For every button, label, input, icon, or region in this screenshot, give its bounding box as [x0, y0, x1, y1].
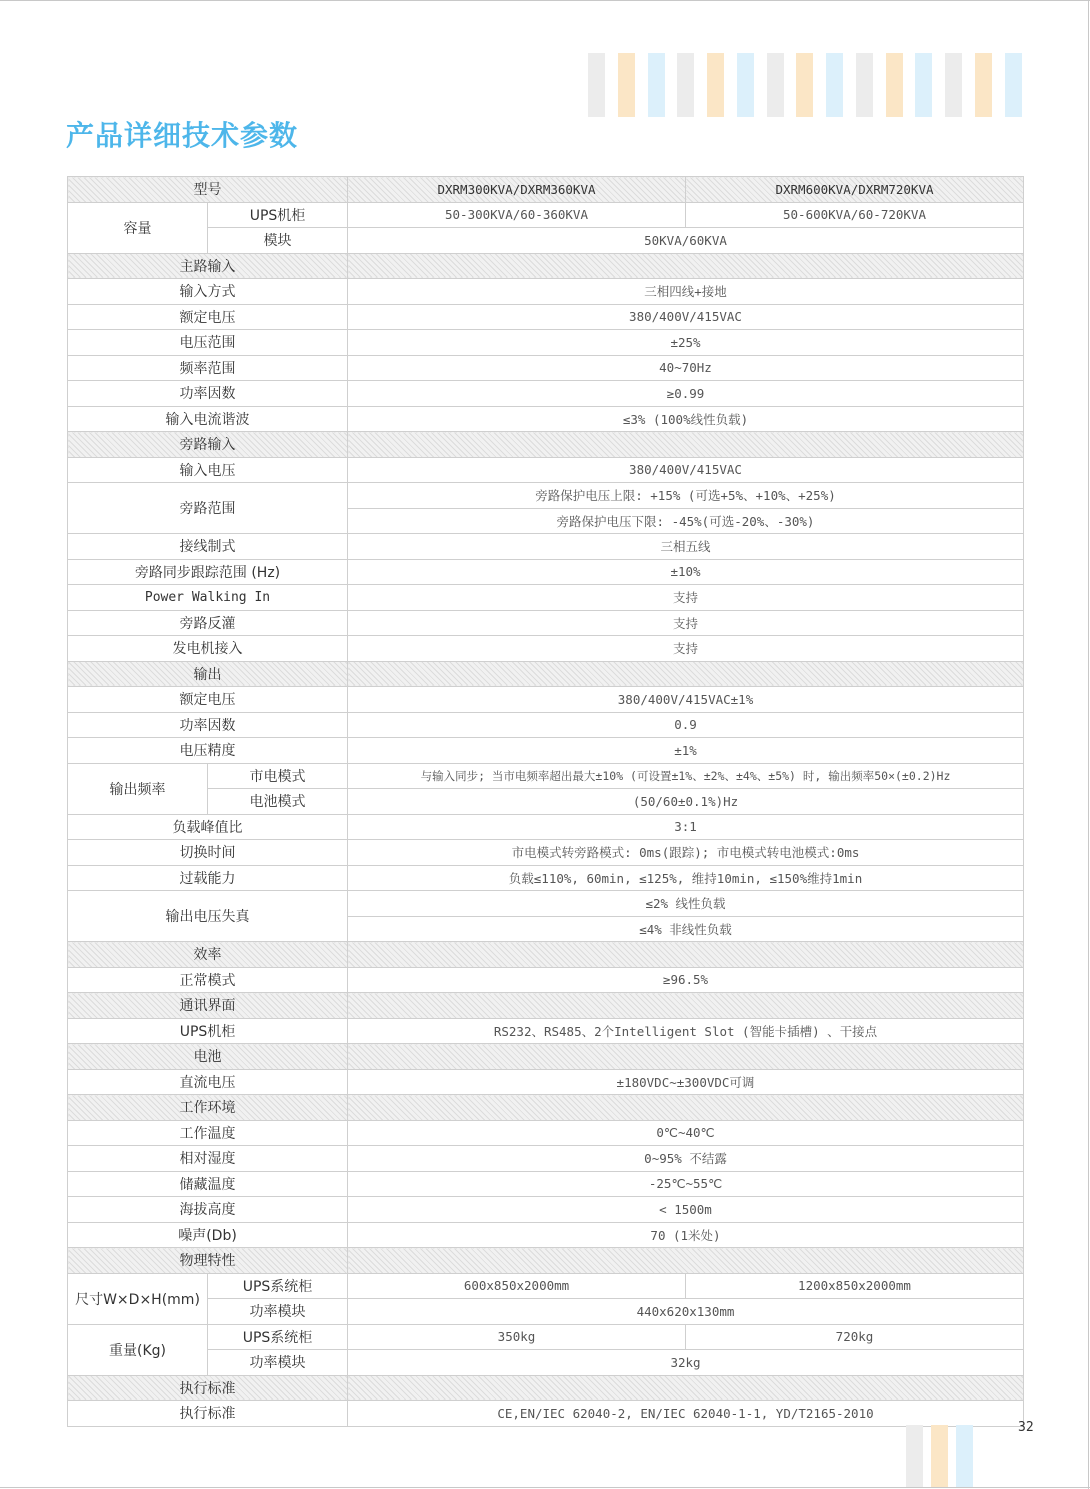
- row-value: < 1500m: [348, 1197, 1024, 1223]
- table-row: [68, 1146, 1024, 1172]
- row-label: 功率因数: [68, 712, 348, 738]
- table-row: [68, 1069, 1024, 1095]
- section-header-row: [68, 1044, 1024, 1070]
- row-label: 过载能力: [68, 865, 348, 891]
- size-cabinet-label: UPS系统柜: [208, 1273, 348, 1299]
- section-title: 通讯界面: [68, 993, 348, 1019]
- table-row: [68, 304, 1024, 330]
- row-label: 发电机接入: [68, 636, 348, 662]
- page-border-bottom: [0, 1487, 1090, 1488]
- table-row: [68, 1273, 1024, 1299]
- table-row: [68, 559, 1024, 585]
- table-row: [68, 738, 1024, 764]
- size-label: 尺寸W×D×H(mm): [68, 1273, 208, 1324]
- table-row: [68, 406, 1024, 432]
- table-row: [68, 610, 1024, 636]
- section-header-row: [68, 1248, 1024, 1274]
- weight-cabinet-label: UPS系统柜: [208, 1324, 348, 1350]
- row-value: 旁路保护电压下限: -45%(可选-20%、-30%): [348, 508, 1024, 534]
- row-label: 频率范围: [68, 355, 348, 381]
- row-label: 旁路范围: [68, 483, 348, 534]
- table-row: [68, 1222, 1024, 1248]
- weight-module-label: 功率模块: [208, 1350, 348, 1376]
- row-value: ≥0.99: [348, 381, 1024, 407]
- row-label: 输入电流谐波: [68, 406, 348, 432]
- row-label: 电压精度: [68, 738, 348, 764]
- capacity-label: 容量: [68, 202, 208, 253]
- table-row: [68, 355, 1024, 381]
- row-label: 直流电压: [68, 1069, 348, 1095]
- table-row: [68, 330, 1024, 356]
- row-label: 储藏温度: [68, 1171, 348, 1197]
- capacity-module-value: 50KVA/60KVA: [348, 228, 1024, 254]
- row-label: 执行标准: [68, 1401, 348, 1427]
- page-border-top: [0, 0, 1090, 1]
- table-row: [68, 1197, 1024, 1223]
- row-label: 功率因数: [68, 381, 348, 407]
- table-row: [68, 585, 1024, 611]
- table-row: [68, 279, 1024, 305]
- row-value: CE,EN/IEC 62040-2, EN/IEC 62040-1-1, YD/T2165-2010: [348, 1401, 1024, 1427]
- decorative-stripes-bottom: [906, 1425, 976, 1487]
- section-header-row: [68, 942, 1024, 968]
- row-label: 额定电压: [68, 304, 348, 330]
- row-value: 三相五线: [348, 534, 1024, 560]
- row-value: 支持: [348, 610, 1024, 636]
- section-header-row: [68, 253, 1024, 279]
- row-value: 负载≤110%, 60min, ≤125%, 维持10min, ≤150%维持1min: [348, 865, 1024, 891]
- row-label: 工作温度: [68, 1120, 348, 1146]
- table-row: [68, 636, 1024, 662]
- capacity-ups-a: 50-300KVA/60-360KVA: [348, 202, 686, 228]
- table-row: [68, 789, 1024, 815]
- section-title: 工作环境: [68, 1095, 348, 1121]
- row-value: ±10%: [348, 559, 1024, 585]
- table-row: [68, 891, 1024, 917]
- table-header-row: [68, 177, 1024, 203]
- row-value: ±25%: [348, 330, 1024, 356]
- row-value: 380/400V/415VAC: [348, 457, 1024, 483]
- row-label: 旁路反灌: [68, 610, 348, 636]
- row-label: Power Walking In: [68, 585, 348, 611]
- battery-mode-value: (50/60±0.1%)Hz: [348, 789, 1024, 815]
- table-row: [68, 1299, 1024, 1325]
- row-value: 0.9: [348, 712, 1024, 738]
- page-border-right: [1088, 0, 1089, 1489]
- capacity-ups-b: 50-600KVA/60-720KVA: [686, 202, 1024, 228]
- row-value: 70 (1米处): [348, 1222, 1024, 1248]
- row-label: 相对湿度: [68, 1146, 348, 1172]
- table-row: [68, 1171, 1024, 1197]
- table-row: [68, 1350, 1024, 1376]
- section-title: 主路输入: [68, 253, 348, 279]
- model-a-header: DXRM300KVA/DXRM360KVA: [348, 177, 686, 203]
- section-header-row: [68, 1095, 1024, 1121]
- table-row: [68, 228, 1024, 254]
- table-row: [68, 687, 1024, 713]
- table-row: [68, 483, 1024, 509]
- section-title: 物理特性: [68, 1248, 348, 1274]
- table-row: [68, 202, 1024, 228]
- row-value: 支持: [348, 585, 1024, 611]
- mains-mode-value: 与输入同步; 当市电频率超出最大±10% (可设置±1%、±2%、±4%、±5%) 时, 输出频率50×(±0.2)Hz: [348, 763, 1024, 789]
- row-value: 380/400V/415VAC±1%: [348, 687, 1024, 713]
- weight-cabinet-a: 350kg: [348, 1324, 686, 1350]
- capacity-module-label: 模块: [208, 228, 348, 254]
- size-module-label: 功率模块: [208, 1299, 348, 1325]
- table-row: [68, 763, 1024, 789]
- row-label: 切换时间: [68, 840, 348, 866]
- page-title: 产品详细技术参数: [66, 119, 299, 152]
- row-label: 海拔高度: [68, 1197, 348, 1223]
- size-cabinet-a: 600x850x2000mm: [348, 1273, 686, 1299]
- row-value: 40~70Hz: [348, 355, 1024, 381]
- row-label: 电压范围: [68, 330, 348, 356]
- section-header-row: [68, 993, 1024, 1019]
- row-value: 0℃~40℃: [348, 1120, 1024, 1146]
- row-value: 支持: [348, 636, 1024, 662]
- row-value: 三相四线+接地: [348, 279, 1024, 305]
- row-value: 3:1: [348, 814, 1024, 840]
- row-label: 负载峰值比: [68, 814, 348, 840]
- row-value: ≤3% (100%线性负载): [348, 406, 1024, 432]
- size-cabinet-b: 1200x850x2000mm: [686, 1273, 1024, 1299]
- section-title: 效率: [68, 942, 348, 968]
- row-value: RS232、RS485、2个Intelligent Slot (智能卡插槽) 、干接点: [348, 1018, 1024, 1044]
- section-header-row: [68, 661, 1024, 687]
- weight-label: 重量(Kg): [68, 1324, 208, 1375]
- row-label: 接线制式: [68, 534, 348, 560]
- mains-mode-label: 市电模式: [208, 763, 348, 789]
- row-value: ≤2% 线性负载: [348, 891, 1024, 917]
- table-row: [68, 712, 1024, 738]
- row-value: 0~95% 不结露: [348, 1146, 1024, 1172]
- row-label: 额定电压: [68, 687, 348, 713]
- row-value: -25℃~55℃: [348, 1171, 1024, 1197]
- page-number: 32: [1018, 1420, 1034, 1435]
- row-label: 旁路同步跟踪范围 (Hz): [68, 559, 348, 585]
- table-row: [68, 457, 1024, 483]
- table-row: [68, 381, 1024, 407]
- row-value: ±1%: [348, 738, 1024, 764]
- section-title: 输出: [68, 661, 348, 687]
- row-label: UPS机柜: [68, 1018, 348, 1044]
- row-value: ±180VDC~±300VDC可调: [348, 1069, 1024, 1095]
- model-header-label: 型号: [68, 177, 348, 203]
- table-row: [68, 534, 1024, 560]
- table-row: [68, 865, 1024, 891]
- row-label: 正常模式: [68, 967, 348, 993]
- row-label: 噪声(Db): [68, 1222, 348, 1248]
- section-title: 电池: [68, 1044, 348, 1070]
- size-module-value: 440x620x130mm: [348, 1299, 1024, 1325]
- table-row: [68, 1018, 1024, 1044]
- row-value: 市电模式转旁路模式: 0ms(跟踪); 市电模式转电池模式:0ms: [348, 840, 1024, 866]
- row-value: 旁路保护电压上限: +15% (可选+5%、+10%、+25%): [348, 483, 1024, 509]
- table-row: [68, 1401, 1024, 1427]
- section-title: 执行标准: [68, 1375, 348, 1401]
- section-header-row: [68, 432, 1024, 458]
- weight-module-value: 32kg: [348, 1350, 1024, 1376]
- table-row: [68, 1324, 1024, 1350]
- output-frequency-label: 输出频率: [68, 763, 208, 814]
- spec-table: [67, 176, 1024, 1427]
- row-label: 输入电压: [68, 457, 348, 483]
- section-title: 旁路输入: [68, 432, 348, 458]
- row-label: 输出电压失真: [68, 891, 348, 942]
- row-value: ≤4% 非线性负载: [348, 916, 1024, 942]
- row-label: 输入方式: [68, 279, 348, 305]
- row-value: 380/400V/415VAC: [348, 304, 1024, 330]
- battery-mode-label: 电池模式: [208, 789, 348, 815]
- table-row: [68, 840, 1024, 866]
- table-row: [68, 814, 1024, 840]
- model-b-header: DXRM600KVA/DXRM720KVA: [686, 177, 1024, 203]
- section-header-row: [68, 1375, 1024, 1401]
- decorative-stripes-top: [588, 53, 1028, 117]
- table-row: [68, 1120, 1024, 1146]
- capacity-ups-label: UPS机柜: [208, 202, 348, 228]
- table-row: [68, 967, 1024, 993]
- row-value: ≥96.5%: [348, 967, 1024, 993]
- weight-cabinet-b: 720kg: [686, 1324, 1024, 1350]
